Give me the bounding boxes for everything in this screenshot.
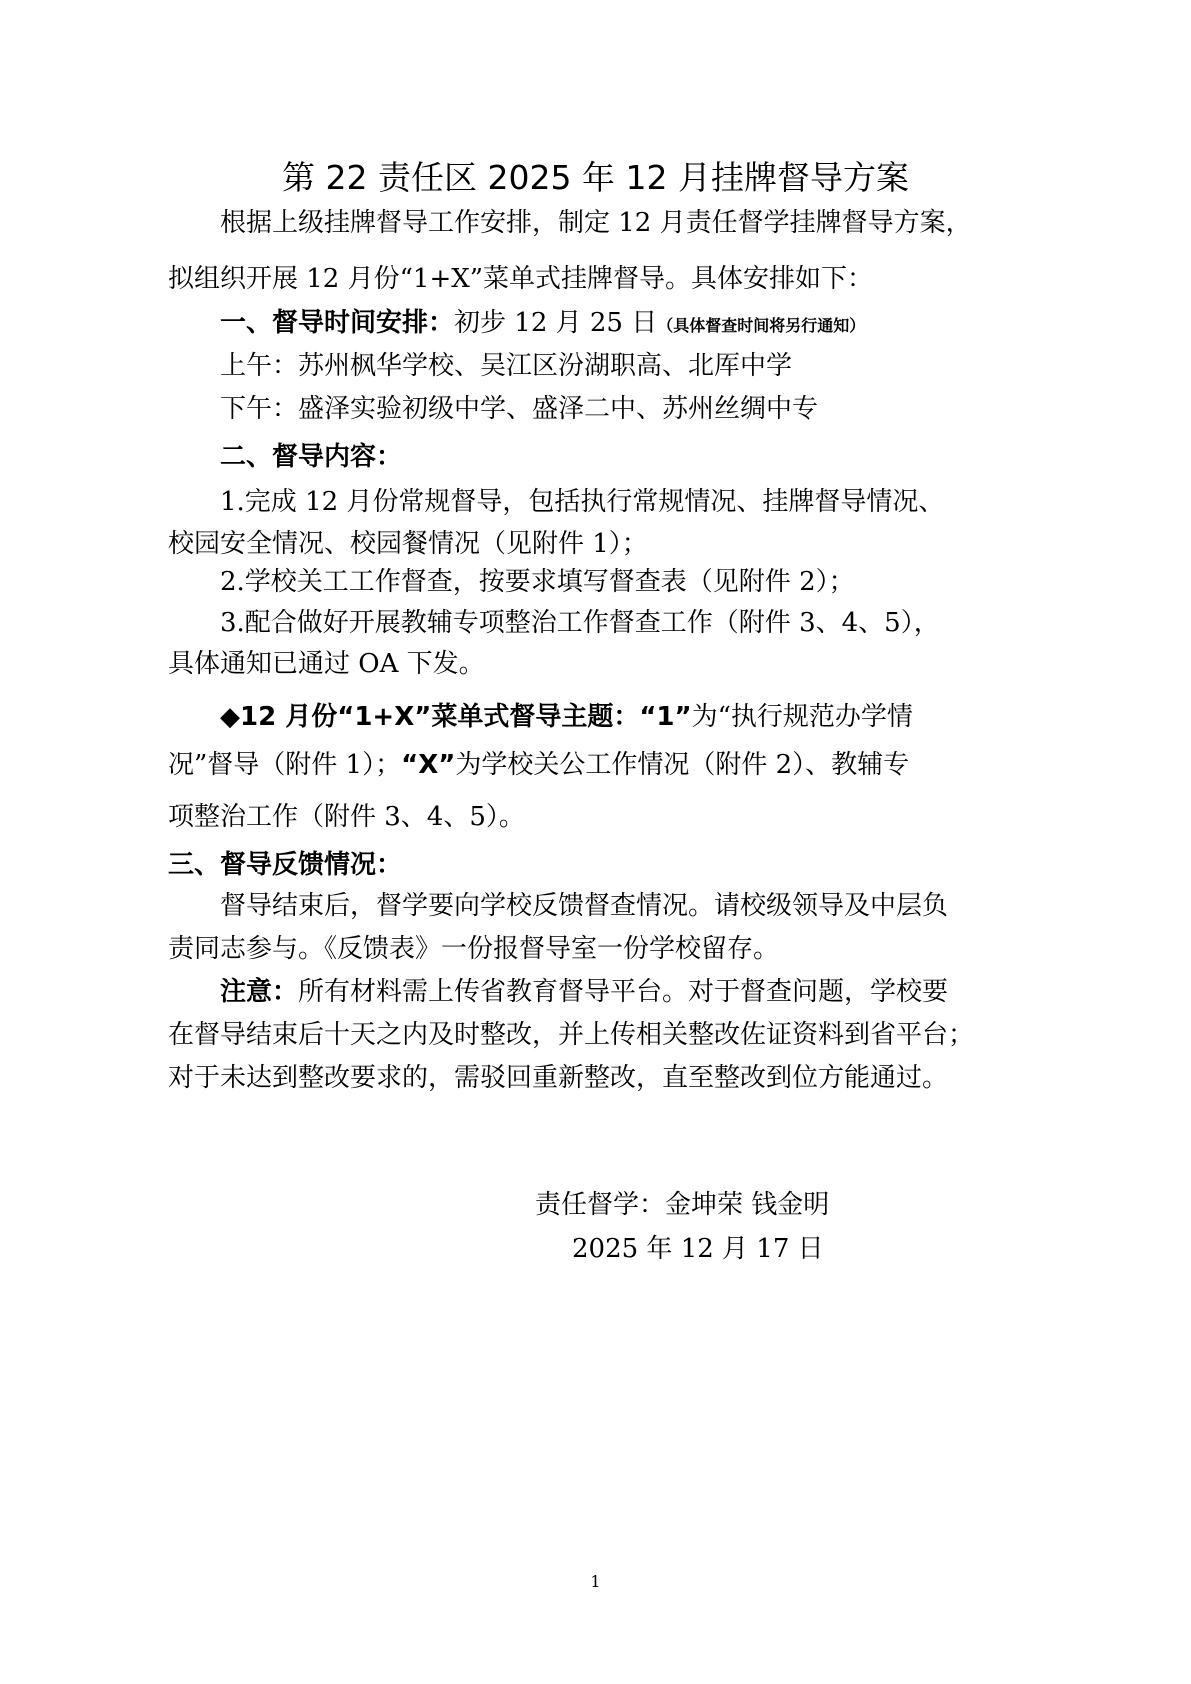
notice-label: 注意： [220, 977, 299, 1007]
feedback-line-1: 督导结束后，督学要向学校反馈督查情况。请校级领导及中层负 [220, 891, 949, 921]
schedule-afternoon: 下午：盛泽实验初级中学、盛泽二中、苏州丝绸中专 [220, 394, 819, 424]
notice-text-1: 所有材料需上传省教育督导平台。对于督查问题，学校要 [298, 977, 949, 1007]
page-number: 1 [590, 1572, 601, 1591]
section-time-note: （具体督查时间将另行通知） [657, 316, 866, 335]
intro-line-2: 拟组织开展 12 月份“1+X”菜单式挂牌督导。具体安排如下： [168, 264, 874, 294]
section-time-date: 初步 12 月 25 日 [454, 308, 658, 338]
theme-text-3: 为学校关公工作情况（附件 2）、教辅专 [455, 750, 910, 780]
page-title: 第 22 责任区 2025 年 12 月挂牌督导方案 [282, 158, 909, 197]
schedule-morning: 上午：苏州枫华学校、吴江区汾湖职高、北厍中学 [220, 351, 793, 381]
theme-line-1 [220, 700, 913, 734]
notice-line-2: 在督导结束后十天之内及时整改，并上传相关整改佐证资料到省平台； [168, 1020, 975, 1050]
notice-line-3: 对于未达到整改要求的，需驳回重新整改，直至整改到位方能通过。 [168, 1063, 949, 1093]
content-item-1-line-2: 校园安全情况、校园餐情况（见附件 1）； [168, 529, 648, 559]
theme-text-2: 况”督导（附件 1）； [168, 750, 402, 780]
notice-line-1 [220, 975, 948, 1009]
content-item-2: 2.学校关工工作督查，按要求填写督查表（见附件 2）； [220, 567, 855, 597]
signature-name: 责任督学：金坤荣 钱金明 [535, 1190, 830, 1220]
theme-text-1: 为“执行规范办学情 [691, 702, 913, 732]
content-item-1-line-1: 1.完成 12 月份常规督导，包括执行常规情况、挂牌督导情况、 [220, 487, 945, 517]
section-time [220, 306, 865, 343]
feedback-line-2: 责同志参与。《反馈表》一份报督导室一份学校留存。 [168, 934, 780, 964]
theme-bold-1: ◆12 月份“1+X”菜单式督导主题：“1” [220, 702, 692, 732]
theme-line-2 [168, 748, 909, 782]
theme-bold-2: “X” [401, 750, 456, 780]
section-feedback-heading: 三、督导反馈情况： [168, 850, 403, 880]
content-item-3-line-1: 3.配合做好开展教辅专项整治工作督查工作（附件 3、4、5）， [220, 608, 940, 638]
theme-line-3: 项整治工作（附件 3、4、5）。 [168, 802, 525, 832]
signature-date: 2025 年 12 月 17 日 [572, 1234, 824, 1264]
section-time-heading: 一、督导时间安排： [220, 308, 455, 338]
section-content-heading: 二、督导内容： [220, 442, 403, 472]
content-item-3-line-2: 具体通知已通过 OA 下发。 [168, 649, 485, 679]
intro-line-1: 根据上级挂牌督导工作安排，制定 12 月责任督学挂牌督导方案， [220, 208, 972, 238]
